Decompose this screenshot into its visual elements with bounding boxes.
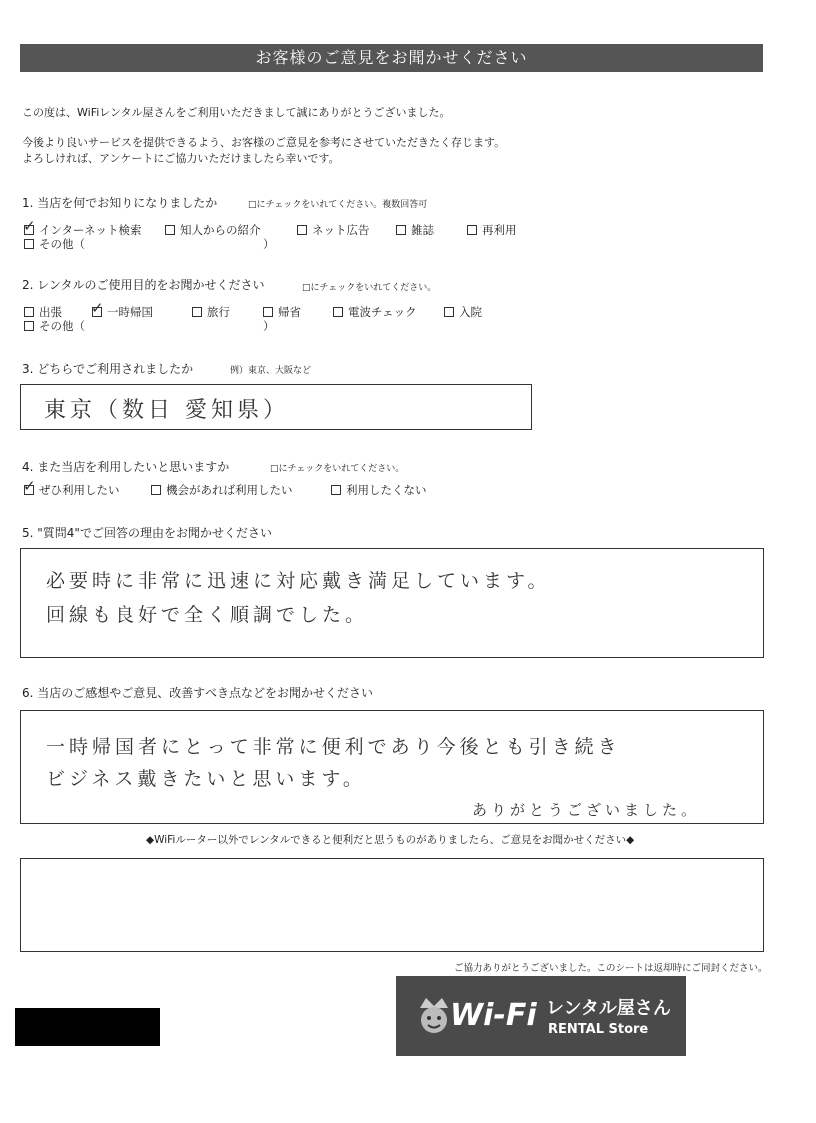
checkbox[interactable] [331, 485, 341, 495]
q2-option-business[interactable]: 出張 [24, 304, 62, 320]
checkbox[interactable] [297, 225, 307, 235]
q1-option-net-ad[interactable]: ネット広告 [297, 222, 370, 238]
logo-jp-text: レンタル屋さん [546, 998, 671, 1019]
checkbox[interactable] [151, 485, 161, 495]
q4-note: □にチェックをいれてください。 [270, 464, 405, 474]
q1-option-other[interactable]: その他（ [24, 236, 85, 252]
q1-option-referral[interactable]: 知人からの紹介 [165, 222, 261, 238]
q2-question: 2. レンタルのご使用目的をお聞かせください [22, 278, 265, 292]
q5-answer-line-2: 回線も良好で全く順調でした。 [46, 604, 369, 626]
q6-answer-line-1: 一時帰国者にとって非常に便利であり今後とも引き続き [46, 736, 621, 758]
checkbox-checked[interactable] [24, 485, 34, 495]
page-title: お客様のご意見をお聞かせください [20, 44, 763, 72]
q3-question: 3. どちらでご利用されましたか [22, 362, 194, 376]
brand-logo [396, 976, 686, 1056]
q2-note: □にチェックをいれてください。 [302, 283, 437, 293]
q7-question: ◆WiFiルーター以外でレンタルできると便利だと思うものがありましたら、ご意見をお聞かせください◆ [146, 834, 635, 846]
q2-option-hospital[interactable]: 入院 [444, 304, 482, 320]
q2-option-travel[interactable]: 旅行 [192, 304, 230, 320]
checkbox[interactable] [333, 307, 343, 317]
checkbox-checked[interactable] [92, 307, 102, 317]
q5-answer-line-1: 必要時に非常に迅速に対応戴き満足しています。 [46, 570, 551, 592]
q1-question: 1. 当店を何でお知りになりましたか [22, 196, 218, 210]
intro-line-1: この度は、WiFiレンタル屋さんをご利用いただきまして誠にありがとうございました。 [22, 106, 451, 119]
q2-other-close: ） [263, 319, 275, 333]
checkbox[interactable] [24, 307, 34, 317]
q2-option-signal-check[interactable]: 電波チェック [333, 304, 417, 320]
q2-option-other[interactable]: その他（ [24, 318, 85, 334]
checkbox[interactable] [467, 225, 477, 235]
q3-note: 例）東京、大阪など [230, 366, 312, 376]
q1-option-internet[interactable]: ✓インターネット検索 [24, 222, 141, 238]
q5-question: 5. "質問4"でご回答の理由をお聞かせください [22, 526, 272, 540]
checkbox[interactable] [24, 321, 34, 331]
q1-note: □にチェックをいれてください。複数回答可 [248, 200, 428, 210]
checkbox[interactable] [263, 307, 273, 317]
q1-other-close: ） [263, 237, 275, 251]
q1-option-magazine[interactable]: 雑誌 [396, 222, 434, 238]
intro-line-3: よろしければ、アンケートにご協力いただけましたら幸いです。 [22, 152, 340, 165]
q1-option-reuse[interactable]: 再利用 [467, 222, 517, 238]
q4-option-definitely[interactable]: ✓ぜひ利用したい [24, 482, 120, 498]
q2-option-homecoming[interactable]: 帰省 [263, 304, 301, 320]
checkbox[interactable] [165, 225, 175, 235]
checkbox[interactable] [24, 239, 34, 249]
q4-question: 4. また当店を利用したいと思いますか [22, 460, 230, 474]
logo-wifi-text: Wi-Fi [450, 998, 537, 1033]
q6-signoff: ありがとうございました。 [472, 801, 701, 819]
footer-thanks: ご協力ありがとうございました。このシートは返却時にご同封ください。 [454, 963, 768, 974]
q3-answer: 東京（数日 愛知県） [44, 398, 289, 423]
q6-answer-line-2: ビジネス戴きたいと思います。 [46, 768, 366, 790]
logo-en-text: RENTAL Store [548, 1022, 649, 1037]
intro-line-2: 今後より良いサービスを提供できるよう、お客様のご意見を参考にさせていただきたく存じます。 [22, 136, 506, 149]
redaction-block [15, 1008, 160, 1046]
q4-option-if-chance[interactable]: 機会があれば利用したい [151, 482, 293, 498]
checkbox-checked[interactable] [24, 225, 34, 235]
q4-option-no[interactable]: 利用したくない [331, 482, 427, 498]
q7-answer-box[interactable] [20, 858, 764, 952]
checkbox[interactable] [444, 307, 454, 317]
checkbox[interactable] [192, 307, 202, 317]
checkbox[interactable] [396, 225, 406, 235]
q6-question: 6. 当店のご感想やご意見、改善すべき点などをお聞かせください [22, 686, 374, 700]
q2-option-temp-return[interactable]: ✓ 一時帰国 [92, 304, 153, 320]
crown-mascot-icon [416, 994, 452, 1036]
